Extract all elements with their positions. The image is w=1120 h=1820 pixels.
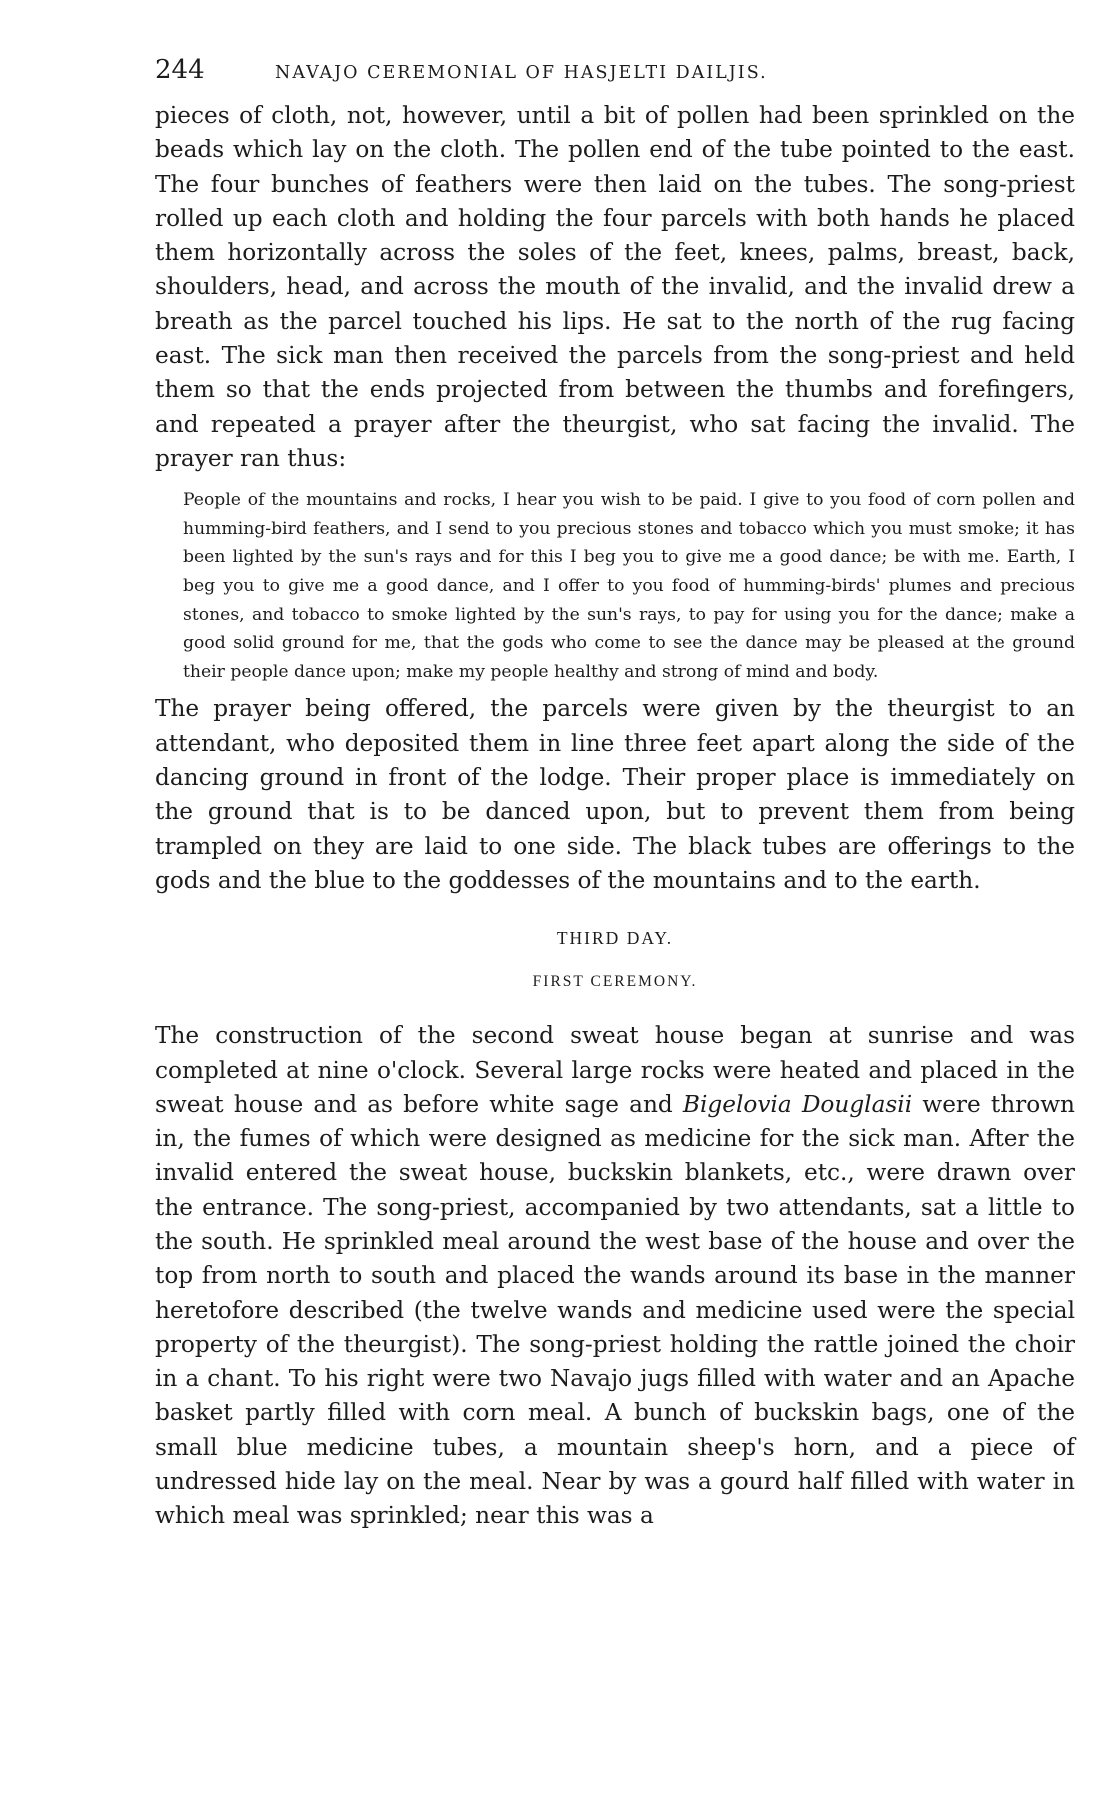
section-heading: THIRD DAY. [556,928,674,949]
paragraph-text-rest: were thrown in, the fumes of which were designed as medicine for the sick man. After the invalid entered the sweat house, buckskin blankets, etc., were drawn over the entrance. The song-priest, accompanied by two attendants, sat a little to the south. He sprinkled meal around the west base of the house and over the top from north to south and placed the wands around its base in the manner heretofore described (the twelve wands and medicine used were the special property of the theurgist). The song-priest holding the rattle joined the choir in a chant. To his right were two Navajo jugs filled with water and an Apache basket partly filled with corn meal. A bunch of buckskin bags, one of the small blue medicine tubes, a mountain sheep's horn, and a piece of undressed hide lay on the meal. Near by was a gourd half filled with water in which meal was sprinkled; near this was a [155,1090,1075,1530]
document-page [155,55,1075,1534]
paragraph-text-start: The construction of the second sweat house began at sunrise and was completed at nine o'clock. Several large rocks were heated and placed in the sweat house and as before white sage and [155,1022,1075,1118]
subsection-heading: FIRST CEREMONY. [532,973,698,991]
species-name: Bigelovia Douglasii [682,1090,913,1118]
paragraph-prayer-offered: The prayer being offered, the parcels were given by the theurgist to an attendant, who deposited them in line three feet apart along the side of the dancing ground in front of the lodge. Their proper place is immediately on the ground that is to be danced upon, but to prevent them from being trampled on they are laid to one side. The black tubes are offerings to the gods and the blue to the goddesses of the mountains and to the earth. [155,695,1075,894]
page-header [155,55,1075,99]
running-title: NAVAJO CEREMONIAL OF HASJELTI DAILJIS. [275,63,768,83]
paragraph-sweat-house [155,1019,1075,1533]
prayer-quote: People of the mountains and rocks, I hear you wish to be paid. I give to you food of corn pollen and humming-bird feathers, and I send to you precious stones and tobacco which you must smoke; it has been lighted by the sun's rays and for this I beg you to give me a good dance; be with me. Earth, I beg you to give me a good dance, and I offer to you food of humming-birds' plumes and precious stones, and tobacco to smoke lighted by the sun's rays, to pay for using you for the dance; make a good solid ground for me, that the gods who come to see the dance may be pleased at the ground their people dance upon; make my people healthy and strong of mind and body. [183,490,1075,682]
paragraph-continuation: pieces of cloth, not, however, until a bit of pollen had been sprinkled on the beads which lay on the cloth. The pollen end of the tube pointed to the east. The four bunches of feathers were then laid on the tubes. The song-priest rolled up each cloth and holding the four parcels with both hands he placed them horizontally across the soles of the feet, knees, palms, breast, back, shoulders, head, and across the mouth of the invalid, and the invalid drew a breath as the parcel touched his lips. He sat to the north of the rug facing east. The sick man then received the parcels from the song-priest and held them so that the ends projected from between the thumbs and forefingers, and repeated a prayer after the theurgist, who sat facing the invalid. The prayer ran thus: [155,102,1075,472]
page-number: 244 [155,55,205,85]
